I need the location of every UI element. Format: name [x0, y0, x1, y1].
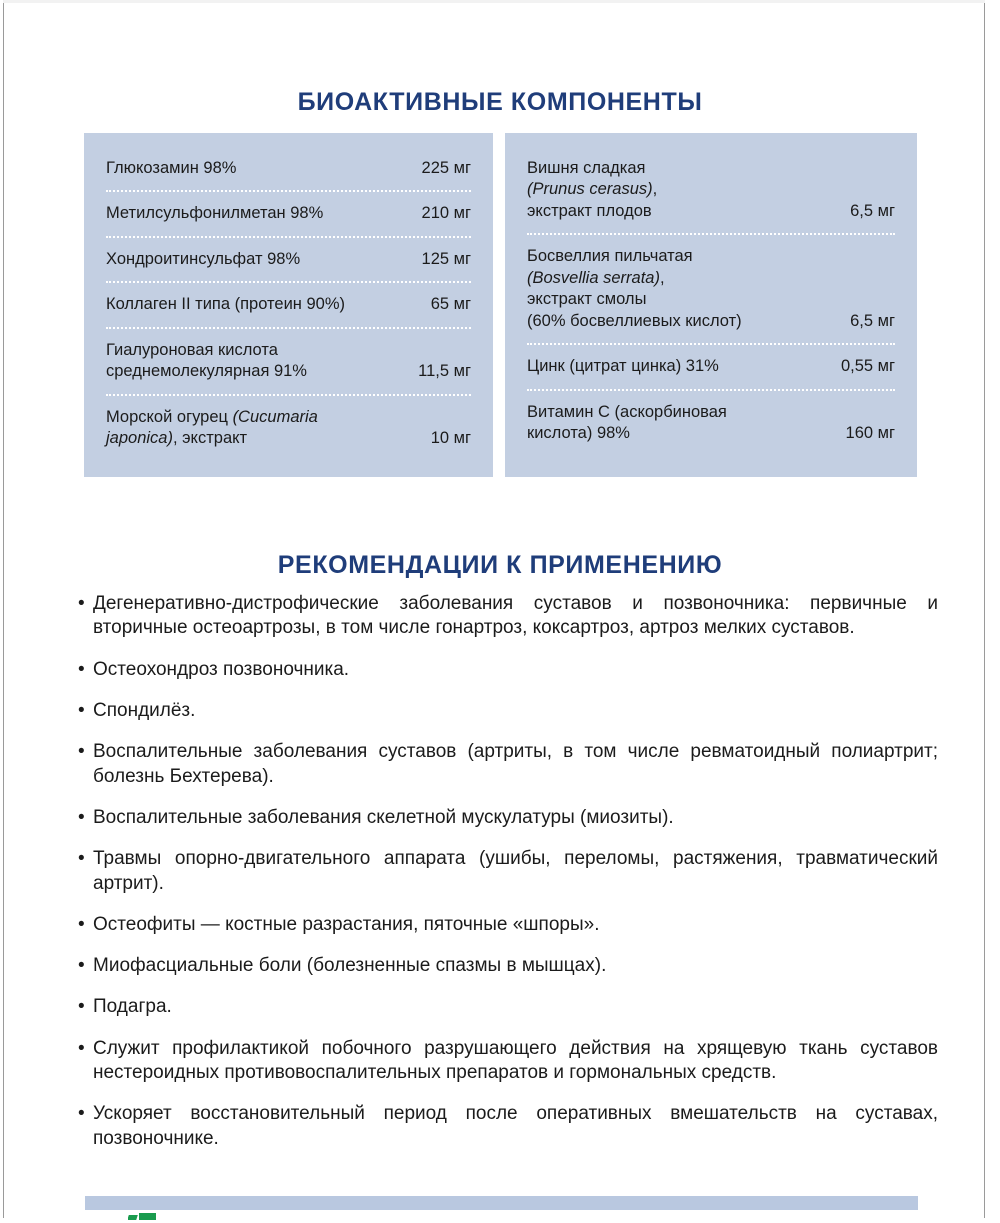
ingredients-panel-left: [84, 133, 493, 477]
page-title-recommendations: РЕКОМЕНДАЦИИ К ПРИМЕНЕНИЮ: [277, 551, 723, 579]
ingredient-amount: 10 мг: [430, 429, 471, 448]
ingredient-name: Цинк (цитрат цинка) 31%: [527, 357, 719, 376]
list-item: [78, 847, 938, 896]
list-item: [78, 806, 938, 830]
bullet-icon: •: [78, 593, 85, 614]
list-item-text: Миофасциальные боли (болезненные спазмы в мышцах).: [93, 955, 607, 977]
ingredient-amount: 210 мг: [421, 204, 471, 223]
bullet-icon: •: [78, 913, 85, 935]
ingredient-name-line: , экстракт: [172, 429, 248, 448]
row-separator: [106, 236, 471, 238]
ingredient-name-line: (60% босвеллиевых кислот): [527, 311, 742, 330]
ingredient-row: [106, 285, 471, 324]
ingredient-name-line: среднемолекулярная 91%: [106, 362, 307, 381]
ingredient-row: [527, 149, 895, 231]
row-separator: [106, 281, 471, 283]
ingredient-amount: 225 мг: [421, 159, 471, 177]
bullet-icon: •: [78, 806, 85, 828]
footer-bar: [85, 1196, 918, 1210]
list-item: [78, 658, 938, 682]
ingredients-panel-right: [505, 133, 917, 477]
list-item: [78, 1102, 938, 1151]
ingredient-name-line: Вишня сладкая: [527, 159, 646, 177]
list-item: [78, 954, 938, 978]
row-separator: [527, 389, 895, 391]
bullet-icon: •: [78, 1103, 85, 1125]
ingredient-name-line: ,: [652, 180, 658, 199]
ingredient-name: [527, 158, 850, 222]
ingredient-name: Хондроитинсульфат 98%: [106, 249, 301, 268]
ingredient-amount: 0,55 мг: [840, 357, 895, 376]
list-item: [78, 740, 938, 789]
footer-logo-mark: [128, 1213, 158, 1223]
ingredient-name: Глюкозамин 98%: [106, 159, 237, 177]
ingredient-amount: 160 мг: [845, 423, 895, 442]
ingredient-latin-name: japonica): [106, 429, 173, 448]
ingredient-row: [527, 393, 895, 454]
bullet-icon: •: [78, 699, 85, 721]
list-item-text: Воспалительные заболевания скелетной мускулатуры (миозиты).: [93, 806, 674, 828]
ingredient-name-line: ,: [659, 268, 665, 287]
ingredient-row: [527, 237, 895, 341]
list-item-text: Спондилёз.: [93, 699, 196, 721]
ingredient-name: Метилсульфонилметан 98%: [106, 204, 324, 223]
list-item-text: Воспалительные заболевания суставов (артриты, в том числе ревматоидный полиартрит; болезнь Бехтерева).: [93, 741, 938, 787]
list-item-text: Остеохондроз позвоночника.: [93, 658, 350, 680]
logo-shape-right: [139, 1213, 156, 1220]
bullet-icon: •: [78, 658, 85, 680]
ingredient-name: Коллаген II типа (протеин 90%): [106, 295, 346, 314]
list-item: [78, 913, 938, 937]
list-item: [78, 1037, 938, 1086]
bullet-icon: •: [78, 996, 85, 1018]
ingredient-row: [527, 347, 895, 386]
ingredient-amount: 6,5 мг: [850, 201, 895, 220]
row-separator: [106, 190, 471, 192]
bullet-icon: •: [78, 1037, 85, 1059]
list-item-text: Дегенеративно-дистрофические заболевания суставов и позвоночника: первичные и вторичные остеоартрозы, в том числе гонартроз, коксартроз, артроз мелких суставов.: [93, 593, 938, 639]
list-item-text: Травмы опорно-двигательного аппарата (ушибы, переломы, растяжения, травматический артрит).: [93, 848, 938, 894]
row-separator: [527, 343, 895, 345]
ingredient-row: [106, 331, 471, 392]
list-item-text: Служит профилактикой побочного разрушающего действия на хрящевую ткань суставов нестероидных противовоспалительных препаратов и гормональных средств.: [93, 1037, 938, 1084]
ingredient-row: [106, 240, 471, 279]
list-item: [78, 995, 938, 1019]
row-separator: [527, 233, 895, 235]
ingredient-amount: 11,5 мг: [418, 362, 471, 381]
page-top-rule: [3, 0, 985, 3]
ingredient-latin-name: (Bosvellia serrata): [527, 268, 660, 287]
ingredient-name: [106, 407, 431, 450]
ingredient-latin-name: (Cucumaria: [232, 407, 318, 426]
ingredient-name-line: Босвеллия пильчатая: [527, 247, 693, 266]
ingredient-name-line: кислота) 98%: [527, 423, 630, 442]
bullet-icon: •: [78, 955, 85, 977]
ingredient-name-line: экстракт смолы: [527, 290, 647, 309]
list-item-text: Подагра.: [93, 996, 172, 1018]
ingredient-name-line: Гиалуроновая кислота: [106, 340, 278, 359]
bullet-icon: •: [78, 848, 85, 870]
list-item-text: Остеофиты — костные разрастания, пяточные «шпоры».: [93, 913, 600, 935]
ingredient-name: [527, 402, 846, 445]
recommendations-list: [78, 592, 938, 1168]
ingredient-row: [106, 194, 471, 233]
ingredient-amount: 125 мг: [421, 249, 471, 268]
row-separator: [106, 394, 471, 396]
ingredient-amount: 6,5 мг: [850, 311, 895, 330]
page-title-bioactive: БИОАКТИВНЫЕ КОМПОНЕНТЫ: [297, 88, 703, 116]
list-item: [78, 699, 938, 723]
ingredient-row: [106, 149, 471, 188]
bullet-icon: •: [78, 741, 85, 763]
ingredient-row: [106, 398, 471, 459]
ingredient-name-line: экстракт плодов: [527, 201, 652, 220]
ingredient-name-line: Морской огурец: [106, 407, 233, 426]
ingredient-name: [106, 340, 418, 383]
ingredient-amount: 65 мг: [430, 295, 471, 314]
list-item: [78, 592, 938, 641]
list-item-text: Ускоряет восстановительный период после оперативных вмешательств на суставах, позвоночнике.: [93, 1103, 938, 1149]
ingredients-panels: [84, 133, 917, 477]
ingredient-latin-name: (Prunus cerasus): [527, 180, 653, 199]
ingredient-name: [527, 246, 850, 332]
ingredient-name-line: Витамин С (аскорбиновая: [527, 402, 727, 421]
row-separator: [106, 327, 471, 329]
